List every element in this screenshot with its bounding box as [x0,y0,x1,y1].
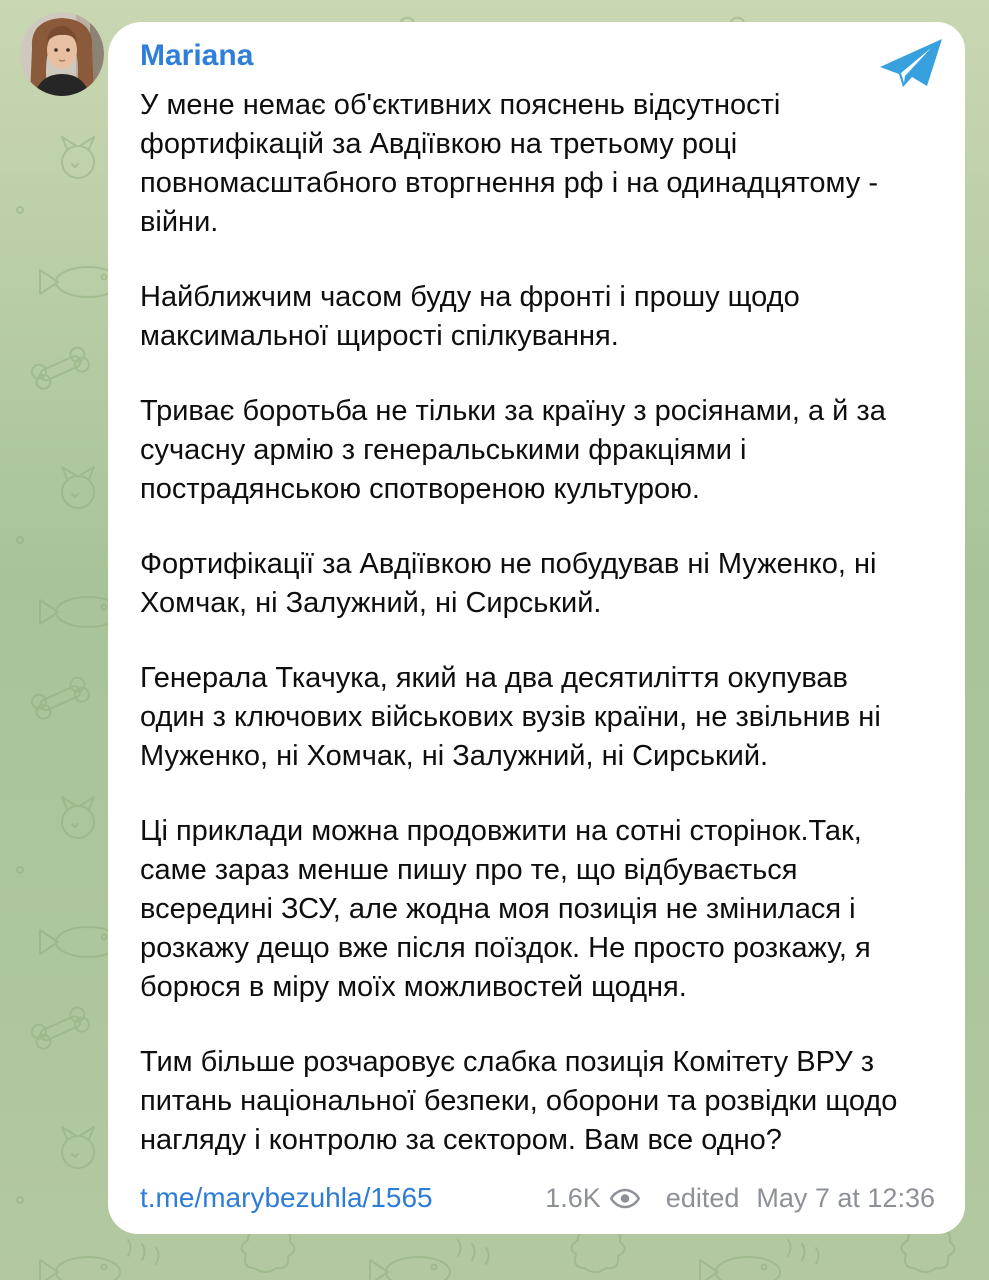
message-bubble [108,22,965,1234]
message-paragraph: Генерала Ткачука, який на два десятиліття окупував один з ключових військових вузів країни, не звільнив ні Муженко, ні Хомчак, ні Залужний, ні Сирський. [140,662,881,772]
views-eye-icon [610,1188,640,1209]
post-link[interactable]: t.me/marybezuhla/1565 [140,1182,433,1213]
message-paragraph: Ці приклади можна продовжити на сотні сторінок.Так, саме зараз менше пишу про те, що відбувається всередині ЗСУ, але жодна моя позиція не змінилася і розкажу дещо вже після поїздок. Не просто розкажу, я борюся в міру моїх можливостей щодня. [140,815,871,1003]
message-paragraph: Тим більше розчаровує слабка позиція Комітету ВРУ з питань національної безпеки, оборони та розвідки щодо нагляду і контролю за сектором. Вам все одно? [140,1046,898,1156]
message-body [140,86,935,1160]
edited-label: edited [665,1182,740,1213]
message-meta [545,1183,935,1214]
timestamp: May 7 at 12:36 [756,1182,935,1213]
message-paragraph: Триває боротьба не тільки за країну з росіянами, а й за сучасну армію з генеральськими фракціями і пострадянською спотвореною культурою. [140,395,886,505]
avatar[interactable] [20,12,104,96]
message-paragraph: Найближчим часом буду на фронті і прошу щодо максимальної щирості спілкування. [140,281,800,352]
view-count: 1.6K [545,1182,601,1213]
message-paragraph: Фортифікації за Авдіївкою не побудував ні Муженко, ні Хомчак, ні Залужний, ні Сирський. [140,548,877,619]
message-paragraph: У мене немає об'єктивних пояснень відсутності фортифікацій за Авдіївкою на третьому році повномасштабного вторгнення рф і на одинадцятому - війни. [140,89,878,238]
sender-name[interactable]: Mariana [140,39,254,72]
avatar-image [20,12,104,96]
telegram-plane-icon[interactable] [879,38,943,88]
message-meta-row [140,1182,935,1214]
